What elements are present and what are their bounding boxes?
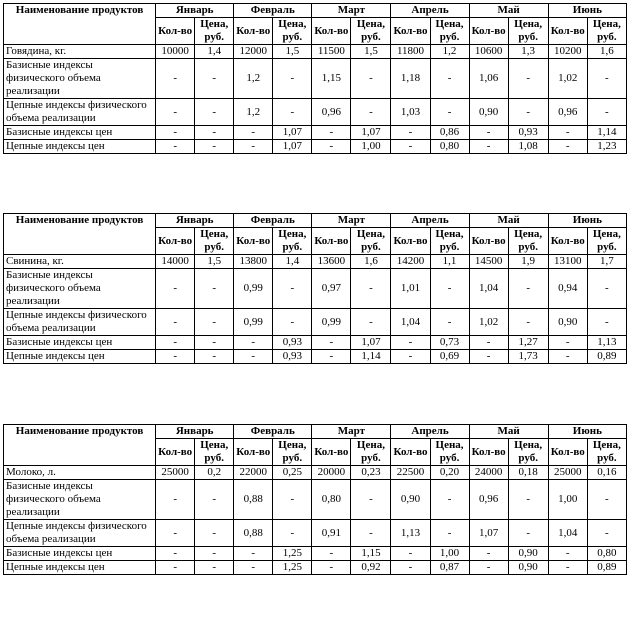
cell-value: 14200 [391, 255, 430, 269]
cell-value: 1,07 [351, 126, 391, 140]
cell-value: 10000 [156, 45, 195, 59]
cell-value: - [430, 269, 469, 309]
cell-value: - [391, 336, 430, 350]
index-label: Цепные индексы физического объема реализации [4, 309, 156, 336]
cell-value: - [469, 140, 508, 154]
cell-value: - [312, 561, 351, 575]
qty-header: Кол-во [156, 228, 195, 255]
cell-value: - [195, 350, 234, 364]
cell-value: 0,73 [430, 336, 469, 350]
data-table [3, 213, 627, 364]
cell-value: 1,02 [548, 59, 587, 99]
cell-value: 11800 [391, 45, 430, 59]
month-header: Март [312, 214, 391, 228]
index-row [4, 269, 627, 309]
product-column-header: Наименование продуктов [4, 214, 156, 255]
cell-value: - [156, 561, 195, 575]
cell-value: 0,18 [508, 466, 548, 480]
cell-value: 0,25 [273, 466, 312, 480]
cell-value: 0,93 [508, 126, 548, 140]
cell-value: - [273, 269, 312, 309]
price-header: Цена, руб. [587, 18, 626, 45]
cell-value: 14500 [469, 255, 508, 269]
cell-value: 1,06 [469, 59, 508, 99]
cell-value: - [351, 59, 391, 99]
cell-value: 1,02 [469, 309, 508, 336]
product-name: Молоко, л. [4, 466, 156, 480]
cell-value: 1,14 [351, 350, 391, 364]
cell-value: - [508, 269, 548, 309]
cell-value: - [156, 309, 195, 336]
cell-value: 1,04 [391, 309, 430, 336]
cell-value: - [430, 480, 469, 520]
qty-header: Кол-во [548, 439, 587, 466]
cell-value: 25000 [548, 466, 587, 480]
cell-value: - [548, 547, 587, 561]
product-row [4, 45, 627, 59]
cell-value: - [587, 59, 626, 99]
index-label: Базисные индексы цен [4, 126, 156, 140]
month-header: Май [469, 4, 548, 18]
cell-value: 14000 [156, 255, 195, 269]
cell-value: - [195, 309, 234, 336]
cell-value: 1,5 [351, 45, 391, 59]
month-header: Февраль [234, 425, 312, 439]
cell-value: 0,93 [273, 336, 312, 350]
index-label: Цепные индексы цен [4, 561, 156, 575]
cell-value: - [391, 350, 430, 364]
cell-value: 1,9 [508, 255, 548, 269]
cell-value: 1,07 [273, 126, 312, 140]
cell-value: 0,16 [587, 466, 626, 480]
qty-header: Кол-во [548, 18, 587, 45]
price-header: Цена, руб. [430, 228, 469, 255]
cell-value: - [234, 336, 273, 350]
qty-header: Кол-во [156, 18, 195, 45]
cell-value: 1,73 [508, 350, 548, 364]
cell-value: 20000 [312, 466, 351, 480]
cell-value: - [156, 269, 195, 309]
cell-value: 1,5 [195, 255, 234, 269]
cell-value: - [548, 140, 587, 154]
cell-value: 1,23 [587, 140, 626, 154]
price-header: Цена, руб. [351, 228, 391, 255]
cell-value: - [195, 547, 234, 561]
qty-header: Кол-во [469, 439, 508, 466]
cell-value: 0,94 [548, 269, 587, 309]
cell-value: 0,87 [430, 561, 469, 575]
month-header: Май [469, 425, 548, 439]
index-label: Цепные индексы физического объема реализации [4, 520, 156, 547]
cell-value: 1,2 [430, 45, 469, 59]
cell-value: - [508, 99, 548, 126]
cell-value: 1,7 [587, 255, 626, 269]
price-header: Цена, руб. [351, 439, 391, 466]
cell-value: - [508, 59, 548, 99]
qty-header: Кол-во [234, 439, 273, 466]
price-header: Цена, руб. [351, 18, 391, 45]
price-header: Цена, руб. [587, 228, 626, 255]
product-column-header: Наименование продуктов [4, 425, 156, 466]
cell-value: 0,23 [351, 466, 391, 480]
data-table [3, 424, 627, 575]
index-row [4, 561, 627, 575]
cell-value: 1,27 [508, 336, 548, 350]
cell-value: - [195, 520, 234, 547]
month-header: Январь [156, 4, 234, 18]
cell-value: 0,88 [234, 480, 273, 520]
qty-header: Кол-во [312, 18, 351, 45]
cell-value: - [469, 561, 508, 575]
cell-value: - [351, 309, 391, 336]
cell-value: - [548, 350, 587, 364]
index-label: Базисные индексы цен [4, 336, 156, 350]
cell-value: 0,99 [234, 269, 273, 309]
cell-value: 0,80 [430, 140, 469, 154]
index-row [4, 336, 627, 350]
cell-value: - [273, 99, 312, 126]
qty-header: Кол-во [469, 228, 508, 255]
cell-value: - [195, 269, 234, 309]
cell-value: 0,93 [273, 350, 312, 364]
cell-value: - [587, 99, 626, 126]
cell-value: - [312, 336, 351, 350]
index-row [4, 126, 627, 140]
cell-value: - [273, 59, 312, 99]
month-header: Май [469, 214, 548, 228]
price-header: Цена, руб. [430, 439, 469, 466]
cell-value: 1,3 [508, 45, 548, 59]
cell-value: - [234, 126, 273, 140]
cell-value: - [195, 561, 234, 575]
cell-value: - [312, 126, 351, 140]
cell-value: 1,04 [469, 269, 508, 309]
cell-value: - [508, 480, 548, 520]
cell-value: 0,80 [587, 547, 626, 561]
index-label: Базисные индексы физического объема реализации [4, 269, 156, 309]
cell-value: 1,01 [391, 269, 430, 309]
cell-value: 0,86 [430, 126, 469, 140]
cell-value: - [156, 59, 195, 99]
cell-value: 0,80 [312, 480, 351, 520]
cell-value: 1,1 [430, 255, 469, 269]
cell-value: - [548, 126, 587, 140]
index-row [4, 59, 627, 99]
cell-value: 0,90 [391, 480, 430, 520]
cell-value: - [548, 336, 587, 350]
cell-value: - [548, 561, 587, 575]
cell-value: 1,6 [587, 45, 626, 59]
cell-value: 24000 [469, 466, 508, 480]
index-label: Базисные индексы физического объема реализации [4, 59, 156, 99]
cell-value: 0,92 [351, 561, 391, 575]
qty-header: Кол-во [312, 228, 351, 255]
cell-value: 1,4 [195, 45, 234, 59]
qty-header: Кол-во [548, 228, 587, 255]
cell-value: 0,20 [430, 466, 469, 480]
cell-value: - [156, 520, 195, 547]
cell-value: 0,90 [469, 99, 508, 126]
cell-value: - [391, 547, 430, 561]
cell-value: - [156, 126, 195, 140]
cell-value: - [312, 350, 351, 364]
cell-value: 1,04 [548, 520, 587, 547]
cell-value: 1,13 [391, 520, 430, 547]
cell-value: - [469, 126, 508, 140]
cell-value: - [391, 140, 430, 154]
cell-value: 0,89 [587, 561, 626, 575]
cell-value: - [391, 561, 430, 575]
price-header: Цена, руб. [195, 439, 234, 466]
qty-header: Кол-во [391, 439, 430, 466]
cell-value: 1,07 [469, 520, 508, 547]
cell-value: 13100 [548, 255, 587, 269]
cell-value: 1,2 [234, 99, 273, 126]
header-row [4, 4, 627, 18]
cell-value: 25000 [156, 466, 195, 480]
month-header: Февраль [234, 214, 312, 228]
cell-value: 0,90 [508, 547, 548, 561]
index-row [4, 140, 627, 154]
cell-value: - [587, 480, 626, 520]
price-header: Цена, руб. [273, 228, 312, 255]
cell-value: - [195, 336, 234, 350]
cell-value: 1,08 [508, 140, 548, 154]
cell-value: 1,00 [430, 547, 469, 561]
cell-value: - [273, 520, 312, 547]
cell-value: 1,18 [391, 59, 430, 99]
cell-value: - [430, 59, 469, 99]
cell-value: - [156, 99, 195, 126]
cell-value: - [351, 269, 391, 309]
cell-value: 10600 [469, 45, 508, 59]
cell-value: 0,88 [234, 520, 273, 547]
cell-value: 0,2 [195, 466, 234, 480]
cell-value: 0,96 [469, 480, 508, 520]
product-row [4, 255, 627, 269]
cell-value: - [195, 480, 234, 520]
cell-value: 1,4 [273, 255, 312, 269]
cell-value: - [156, 547, 195, 561]
cell-value: - [195, 59, 234, 99]
price-header: Цена, руб. [587, 439, 626, 466]
index-row [4, 480, 627, 520]
cell-value: 0,89 [587, 350, 626, 364]
qty-header: Кол-во [234, 18, 273, 45]
cell-value: 22000 [234, 466, 273, 480]
price-header: Цена, руб. [273, 18, 312, 45]
cell-value: - [234, 140, 273, 154]
cell-value: 0,97 [312, 269, 351, 309]
month-header: Март [312, 425, 391, 439]
cell-value: - [351, 99, 391, 126]
cell-value: - [430, 520, 469, 547]
month-header: Апрель [391, 4, 469, 18]
data-table [3, 3, 627, 154]
cell-value: 22500 [391, 466, 430, 480]
index-row [4, 309, 627, 336]
cell-value: 0,90 [508, 561, 548, 575]
cell-value: - [156, 140, 195, 154]
price-header: Цена, руб. [508, 439, 548, 466]
index-row [4, 350, 627, 364]
month-header: Март [312, 4, 391, 18]
cell-value: 0,69 [430, 350, 469, 364]
cell-value: - [195, 140, 234, 154]
month-header: Февраль [234, 4, 312, 18]
cell-value: 0,96 [548, 99, 587, 126]
price-header: Цена, руб. [508, 18, 548, 45]
cell-value: 13600 [312, 255, 351, 269]
cell-value: - [587, 520, 626, 547]
cell-value: 12000 [234, 45, 273, 59]
qty-header: Кол-во [469, 18, 508, 45]
cell-value: - [587, 269, 626, 309]
cell-value: - [195, 99, 234, 126]
cell-value: - [195, 126, 234, 140]
cell-value: 1,25 [273, 561, 312, 575]
cell-value: - [273, 309, 312, 336]
cell-value: - [234, 350, 273, 364]
price-header: Цена, руб. [430, 18, 469, 45]
month-header: Январь [156, 214, 234, 228]
cell-value: 10200 [548, 45, 587, 59]
cell-value: 1,5 [273, 45, 312, 59]
index-label: Цепные индексы цен [4, 350, 156, 364]
cell-value: 1,6 [351, 255, 391, 269]
cell-value: 1,14 [587, 126, 626, 140]
index-label: Базисные индексы цен [4, 547, 156, 561]
qty-header: Кол-во [234, 228, 273, 255]
product-name: Говядина, кг. [4, 45, 156, 59]
cell-value: 1,15 [312, 59, 351, 99]
cell-value: 0,91 [312, 520, 351, 547]
price-header: Цена, руб. [195, 228, 234, 255]
cell-value: - [156, 350, 195, 364]
cell-value: 0,99 [312, 309, 351, 336]
cell-value: 0,90 [548, 309, 587, 336]
cell-value: 11500 [312, 45, 351, 59]
cell-value: - [469, 350, 508, 364]
cell-value: 0,99 [234, 309, 273, 336]
month-header: Январь [156, 425, 234, 439]
index-row [4, 99, 627, 126]
cell-value: 1,07 [351, 336, 391, 350]
index-label: Цепные индексы цен [4, 140, 156, 154]
qty-header: Кол-во [391, 18, 430, 45]
cell-value: 1,25 [273, 547, 312, 561]
cell-value: 1,00 [351, 140, 391, 154]
qty-header: Кол-во [312, 439, 351, 466]
price-header: Цена, руб. [273, 439, 312, 466]
month-header: Апрель [391, 214, 469, 228]
cell-value: - [312, 547, 351, 561]
cell-value: - [430, 309, 469, 336]
cell-value: - [587, 309, 626, 336]
month-header: Апрель [391, 425, 469, 439]
index-row [4, 547, 627, 561]
header-row [4, 214, 627, 228]
cell-value: - [312, 140, 351, 154]
cell-value: 0,96 [312, 99, 351, 126]
index-row [4, 520, 627, 547]
cell-value: 13800 [234, 255, 273, 269]
cell-value: - [391, 126, 430, 140]
cell-value: - [508, 520, 548, 547]
header-row [4, 425, 627, 439]
price-header: Цена, руб. [508, 228, 548, 255]
cell-value: - [156, 480, 195, 520]
cell-value: - [508, 309, 548, 336]
qty-header: Кол-во [391, 228, 430, 255]
month-header: Июнь [548, 4, 626, 18]
cell-value: 1,07 [273, 140, 312, 154]
cell-value: - [469, 336, 508, 350]
product-row [4, 466, 627, 480]
index-label: Базисные индексы физического объема реализации [4, 480, 156, 520]
month-header: Июнь [548, 425, 626, 439]
cell-value: 1,15 [351, 547, 391, 561]
month-header: Июнь [548, 214, 626, 228]
cell-value: - [156, 336, 195, 350]
cell-value: - [430, 99, 469, 126]
cell-value: - [351, 480, 391, 520]
index-label: Цепные индексы физического объема реализации [4, 99, 156, 126]
cell-value: 1,03 [391, 99, 430, 126]
cell-value: 1,00 [548, 480, 587, 520]
cell-value: - [234, 547, 273, 561]
cell-value: - [234, 561, 273, 575]
product-name: Свинина, кг. [4, 255, 156, 269]
product-column-header: Наименование продуктов [4, 4, 156, 45]
cell-value: 1,2 [234, 59, 273, 99]
cell-value: - [273, 480, 312, 520]
price-header: Цена, руб. [195, 18, 234, 45]
cell-value: 1,13 [587, 336, 626, 350]
qty-header: Кол-во [156, 439, 195, 466]
cell-value: - [351, 520, 391, 547]
cell-value: - [469, 547, 508, 561]
